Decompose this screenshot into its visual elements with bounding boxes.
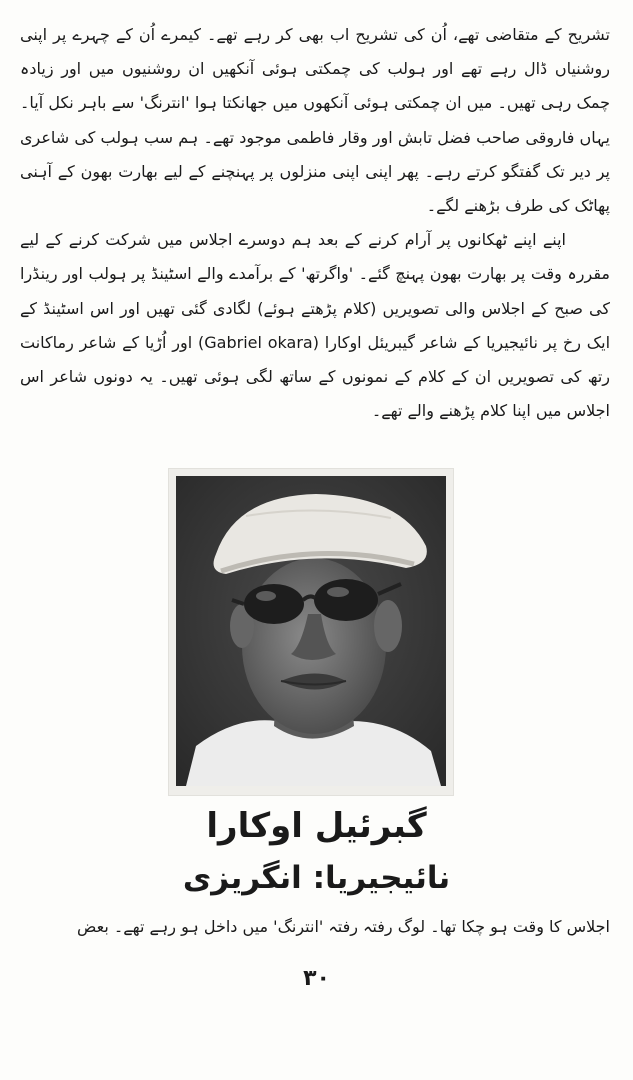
paragraph-2: اپنے اپنے ٹھکانوں پر آرام کرنے کے بعد ہم دوسرے اجلاس میں شرکت کرنے کے لیے مقررہ وقت پر بھارت بھون پہنچ گئے۔ 'واگرتھ' کے برآمدے والے اسٹینڈ پر ہولب اور رینڈرا کی صبح کے اجلاس والی تصویریں (کلام پڑھتے ہوئے) لگادی گئی تھیں اور اس اسٹینڈ کے ایک رخ پر نائیجیریا کے شاعر گیبریئل اوکارا (Gabriel okara) اور اُڑیا کے شاعر رماکانت رتھ کی تصویریں ان کے کلام کے نمونوں کے ساتھ لگی ہوئی تھیں۔ یہ دونوں شاعر اس اجلاس میں اپنا کلام پڑھنے والے تھے۔ xyxy=(20,230,611,421)
caption-country: نائیجیریا: انگریزی xyxy=(182,860,451,896)
page-number: ۳۰ xyxy=(303,966,330,991)
caption-name: گبرئیل اوکارا xyxy=(206,806,427,846)
portrait-photo xyxy=(176,476,446,786)
paragraph-1: تشریح کے متقاضی تھے، اُن کی تشریح اب بھی کر رہے تھے۔ کیمرے اُن کے چہرے پر اپنی روشنیاں ڈال رہے تھے اور ہولب کی چمکتی ہوئی آنکھیں ان روشنیوں میں اور زیادہ چمک رہی تھیں۔ میں ان چمکتی ہوئی آنکھوں میں جھانکتا ہوا 'انترنگ' سے باہر نکل آیا۔ یہاں فاروقی صاحب فضل تابش اور وقار فاطمی موجود تھے۔ ہم سب ہولب کی شاعری پر دیر تک گفتگو کرتے رہے۔ پھر اپنی اپنی منزلوں پر پہنچنے کے لیے بھارت بھون کے آہنی پھاٹک کی طرف بڑھنے لگے۔ xyxy=(20,25,610,216)
continuation-text: اجلاس کا وقت ہو چکا تھا۔ لوگ رفتہ رفتہ 'انترنگ' میں داخل ہو رہے تھے۔ بعض xyxy=(77,917,610,936)
portrait-illustration xyxy=(176,476,446,786)
body-text xyxy=(20,18,610,428)
portrait-frame xyxy=(168,468,454,796)
